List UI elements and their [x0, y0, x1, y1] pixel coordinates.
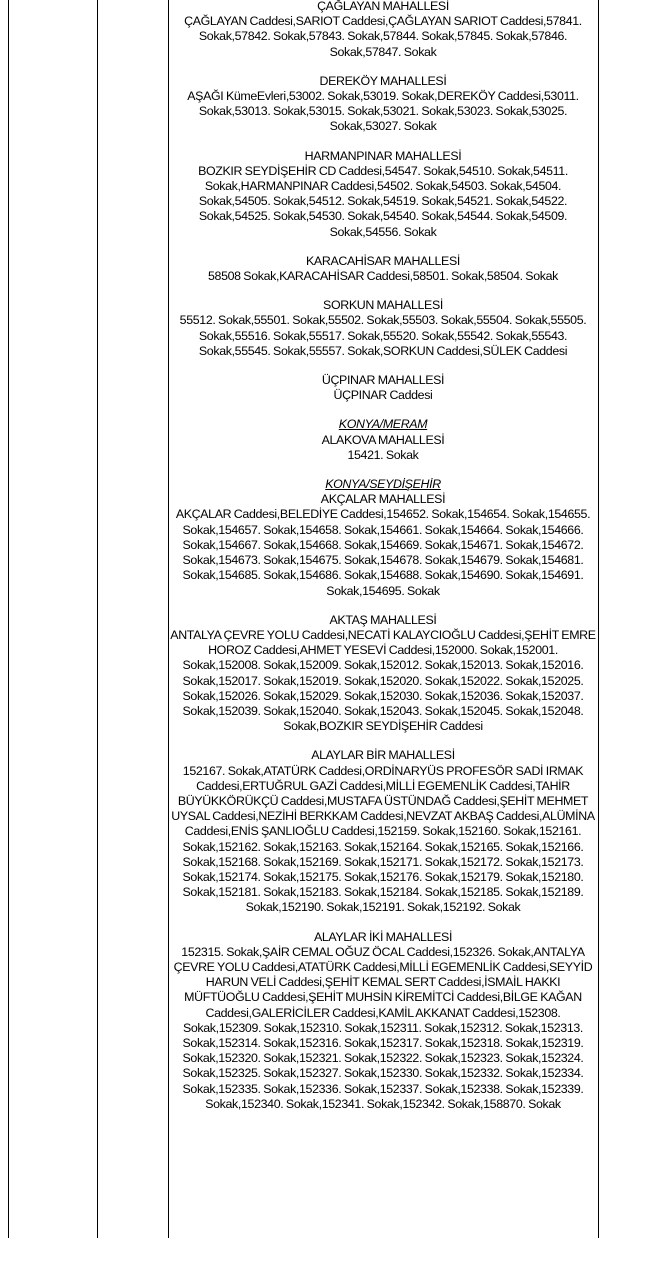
neighborhood-block — [170, 373, 596, 403]
table-column-divider-2 — [168, 0, 169, 1238]
street-list: BOZKIR SEYDİŞEHİR CD Caddesi,54547. Sokak,54510. Sokak,54511. Sokak,HARMANPINAR Caddesi,54502. Sokak,54503. Sokak,54504. Sokak,54505. Sokak,54512. Sokak,54519. Sokak,54521. Sokak,54522. Sokak,54525. Sokak,54530. Sokak,54540. Sokak,54544. Sokak,54509. Sokak,54556. Sokak — [198, 163, 568, 239]
neighborhood-name: KARACAHİSAR MAHALLESİ — [306, 253, 460, 268]
street-list: 152167. Sokak,ATATÜRK Caddesi,ORDİNARYÜS PROFESÖR SADİ IRMAK Caddesi,ERTUĞRUL GAZİ Caddesi,MİLLİ EGEMENLİK Caddesi,TAHİR BÜYÜKKÖRÜKÇÜ Caddesi,MUSTAFA ÜSTÜNDAĞ Caddesi,ŞEHİT MEHMET UYSAL Caddesi,NEZİHİ BERKKAM Caddesi,NEVZAT AKBAŞ Caddesi,ALÜMİNA Caddesi,ENİS ŞANLIOĞLU Caddesi,152159. Sokak,152160. Sokak,152161. Sokak,152162. Sokak,152163. Sokak,152164. Sokak,152165. Sokak,152166. Sokak,152168. Sokak,152169. Sokak,152171. Sokak,152172. Sokak,152173. Sokak,152174. Sokak,152175. Sokak,152176. Sokak,152179. Sokak,152180. Sokak,152181. Sokak,152183. Sokak,152184. Sokak,152185. Sokak,152189. Sokak,152190. Sokak,152191. Sokak,152192. Sokak — [171, 763, 595, 915]
street-list: ÇAĞLAYAN Caddesi,SARIOT Caddesi,ÇAĞLAYAN SARIOT Caddesi,57841. Sokak,57842. Sokak,57843. Sokak,57844. Sokak,57845. Sokak,57846. Sokak,57847. Sokak — [184, 14, 582, 59]
neighborhood-name: AKTAŞ MAHALLESİ — [329, 612, 437, 627]
neighborhood-block — [170, 930, 596, 1112]
street-list: 55512. Sokak,55501. Sokak,55502. Sokak,55503. Sokak,55504. Sokak,55505. Sokak,55516. Sokak,55517. Sokak,55520. Sokak,55542. Sokak,55543. Sokak,55545. Sokak,55557. Sokak,SORKUN Caddesi,SÜLEK Caddesi — [179, 313, 587, 358]
neighborhood-name: AKÇALAR MAHALLESİ — [320, 492, 446, 507]
district-heading: KONYA/MERAM — [338, 417, 428, 432]
table-column-divider-1 — [97, 0, 98, 1238]
neighborhood-block — [170, 417, 596, 463]
neighborhood-name: ÜÇPINAR MAHALLESİ — [321, 373, 445, 388]
neighborhood-block — [170, 74, 596, 135]
neighborhood-block — [170, 613, 596, 735]
neighborhood-name: ALAYLAR İKİ MAHALLESİ — [313, 929, 453, 944]
street-list: AKÇALAR Caddesi,BELEDİYE Caddesi,154652. Sokak,154654. Sokak,154655. Sokak,154657. Sokak,154658. Sokak,154661. Sokak,154664. Sokak,154666. Sokak,154667. Sokak,154668. Sokak,154669. Sokak,154671. Sokak,154672. Sokak,154673. Sokak,154675. Sokak,154678. Sokak,154679. Sokak,154681. Sokak,154685. Sokak,154686. Sokak,154688. Sokak,154690. Sokak,154691. Sokak,154695. Sokak — [175, 507, 591, 598]
table-border-left — [8, 0, 9, 1238]
street-list: 15421. Sokak — [347, 447, 419, 462]
street-list: AŞAĞI KümeEvleri,53002. Sokak,53019. Sokak,DEREKÖY Caddesi,53011. Sokak,53013. Sokak,53015. Sokak,53021. Sokak,53023. Sokak,53025. Sokak,53027. Sokak — [187, 89, 579, 134]
district-heading: KONYA/SEYDİŞEHİR — [325, 477, 441, 492]
neighborhood-block — [170, 254, 596, 284]
neighborhood-block — [170, 149, 596, 240]
neighborhood-block — [170, 748, 596, 915]
street-list: 152315. Sokak,ŞAİR CEMAL OĞUZ ÖCAL Caddesi,152326. Sokak,ANTALYA ÇEVRE YOLU Caddesi,ATATÜRK Caddesi,MİLLİ EGEMENLİK Caddesi,SEYYİD HARUN VELİ Caddesi,ŞEHİT KEMAL SERT Caddesi,İSMAİL HAKKI MÜFTÜOĞLU Caddesi,ŞEHİT MUHSİN KİREMİTCİ Caddesi,BİLGE KAĞAN Caddesi,GALERİCİLER Caddesi,KAMİL AKKANAT Caddesi,152308. Sokak,152309. Sokak,152310. Sokak,152311. Sokak,152312. Sokak,152313. Sokak,152314. Sokak,152316. Sokak,152317. Sokak,152318. Sokak,152319. Sokak,152320. Sokak,152321. Sokak,152322. Sokak,152323. Sokak,152324. Sokak,152325. Sokak,152327. Sokak,152330. Sokak,152332. Sokak,152334. Sokak,152335. Sokak,152336. Sokak,152337. Sokak,152338. Sokak,152339. Sokak,152340. Sokak,152341. Sokak,152342. Sokak,158870. Sokak — [173, 944, 593, 1111]
neighborhood-name: ALAKOVA MAHALLESİ — [321, 432, 445, 447]
neighborhood-block — [170, 298, 596, 359]
neighborhood-name: SORKUN MAHALLESİ — [323, 298, 443, 313]
neighborhood-name: ALAYLAR BİR MAHALLESİ — [311, 748, 455, 763]
neighborhood-name: HARMANPINAR MAHALLESİ — [304, 148, 462, 163]
street-list: ÜÇPINAR Caddesi — [333, 388, 433, 403]
street-list: ANTALYA ÇEVRE YOLU Caddesi,NECATİ KALAYCIOĞLU Caddesi,ŞEHİT EMRE HOROZ Caddesi,AHMET YESEVİ Caddesi,152000. Sokak,152001. Sokak,152008. Sokak,152009. Sokak,152012. Sokak,152013. Sokak,152016. Sokak,152017. Sokak,152019. Sokak,152020. Sokak,152022. Sokak,152025. Sokak,152026. Sokak,152029. Sokak,152030. Sokak,152036. Sokak,152037. Sokak,152039. Sokak,152040. Sokak,152043. Sokak,152045. Sokak,152048. Sokak,BOZKIR SEYDİŞEHİR Caddesi — [170, 627, 596, 734]
neighborhood-name: DEREKÖY MAHALLESİ — [319, 73, 447, 88]
neighborhood-block — [170, 477, 596, 599]
neighborhood-block — [170, 0, 596, 60]
neighborhood-name: ÇAĞLAYAN MAHALLESİ — [317, 0, 449, 13]
neighborhood-street-list — [170, 0, 596, 1126]
table-column-divider-3 — [598, 0, 599, 1238]
street-list: 58508 Sokak,KARACAHİSAR Caddesi,58501. Sokak,58504. Sokak — [208, 269, 558, 284]
